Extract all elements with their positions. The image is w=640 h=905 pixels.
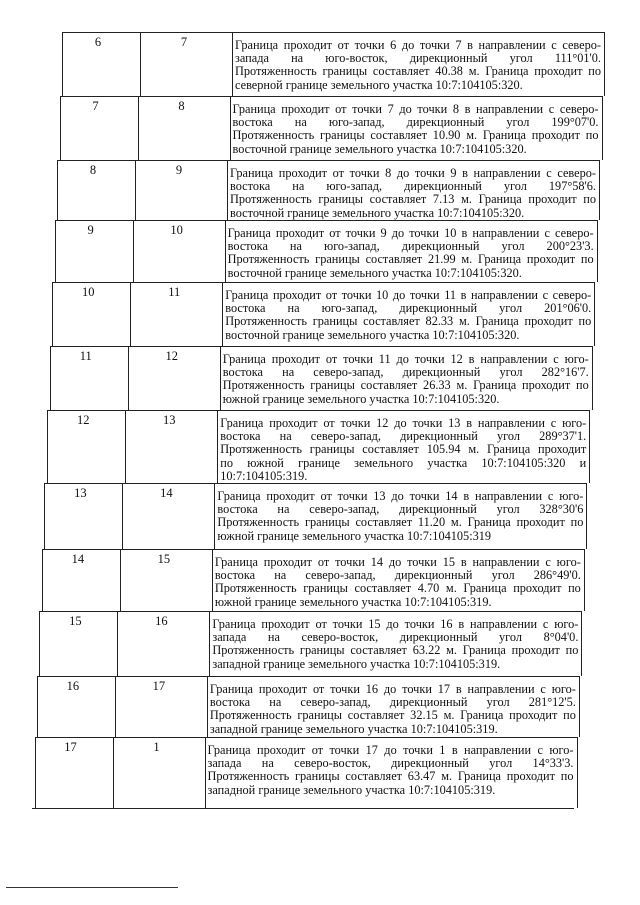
description-line: востока на северо-запад, дирекционный угол 286°49'0. [214, 568, 581, 583]
table-column-rule [220, 346, 221, 410]
boundary-description [223, 353, 589, 406]
point-from-cell: 11 [79, 349, 92, 363]
boundary-description [210, 683, 576, 736]
description-line: востока на северо-запад, дирекционный угол 281°12'5. [209, 695, 576, 710]
table-row-rule [55, 220, 597, 221]
description-line: Протяженность границы составляет 63.47 м. Граница проходит по [207, 769, 574, 784]
table-column-rule [214, 483, 215, 549]
table-column-rule [232, 32, 233, 96]
boundary-description [225, 289, 591, 342]
table-column-rule [135, 160, 136, 220]
table-column-rule [130, 282, 131, 346]
table-column-rule [120, 549, 121, 611]
table-row-rule [44, 483, 586, 484]
description-line: Протяженность границы составляет 40.38 м. Граница проходит по [235, 64, 601, 79]
table-column-rule [50, 346, 51, 410]
point-from-cell: 15 [69, 614, 82, 628]
description-line: востока на северо-запад, дирекционный угол 282°16'7. [222, 365, 589, 380]
description-line: Граница проходит от точки 15 до точки 16 в направлении с юго- [212, 617, 579, 631]
table-column-rule [138, 96, 139, 160]
point-from-cell: 6 [94, 35, 102, 49]
table-row-rule [62, 32, 604, 33]
table-column-rule [230, 96, 231, 160]
description-line: южной границе земельного участка 10:7:104105:319 [217, 528, 492, 543]
table-column-rule [579, 676, 580, 737]
point-to-cell: 17 [152, 679, 166, 693]
boundary-description [230, 167, 596, 220]
table-column-rule [227, 160, 228, 220]
point-from-cell: 10 [82, 285, 95, 299]
description-line: Граница проходит от точки 9 до точки 10 в направлении с северо- [227, 226, 594, 240]
point-from-cell: 14 [71, 552, 85, 566]
description-line: 10:7:104105:319. [220, 468, 308, 483]
description-line: Граница проходит от точки 17 до точки 1 в направлении с юго- [207, 743, 574, 757]
table-column-rule [205, 737, 206, 808]
table-row-rule [35, 737, 577, 738]
point-to-cell: 15 [157, 552, 171, 566]
point-from-cell: 16 [66, 679, 80, 693]
point-to-cell: 13 [163, 413, 176, 427]
description-line: Граница проходит от точки 7 до точки 8 в направлении с северо- [232, 102, 599, 116]
table-column-rule [47, 410, 48, 483]
table-column-rule [586, 483, 587, 549]
boundary-description [215, 556, 581, 609]
description-line: восточной границе земельного участка 10:7:104105:320. [227, 265, 522, 280]
description-line: Протяженность границы составляет 10.90 м. Граница проходит по [232, 128, 599, 143]
description-line: Протяженность границы составляет 11.20 м. Граница проходит по [217, 515, 584, 530]
boundary-description [228, 227, 594, 280]
table-column-rule [212, 549, 213, 611]
point-to-cell: 8 [178, 99, 185, 113]
description-line: западной границе земельного участка 10:7:104105:319. [209, 721, 498, 736]
table-column-rule [52, 282, 53, 346]
table-column-rule [207, 676, 208, 737]
table-column-rule [57, 160, 58, 220]
description-line: востока на северо-запад, дирекционный угол 328°30'6 [217, 502, 584, 517]
table-row-rule [50, 346, 592, 347]
boundary-description [233, 103, 599, 156]
table-column-rule [62, 32, 63, 96]
description-line: Протяженность границы составляет 63.22 м. Граница проходит по [212, 643, 579, 658]
description-line: Протяженность границы составляет 7.13 м. Граница проходит по [230, 192, 596, 207]
description-line: Граница проходит от точки 6 до точки 7 в направлении с северо- [235, 38, 601, 52]
table-column-rule [592, 346, 593, 410]
table-column-rule [39, 611, 40, 676]
description-line: запада на северо-восток, дирекционный угол 14°33'3. [207, 756, 574, 771]
table-column-rule [594, 282, 595, 346]
boundary-description [217, 490, 583, 543]
description-line: Протяженность границы составляет 4.70 м. Граница проходит по [214, 581, 581, 596]
point-to-cell: 14 [160, 486, 173, 500]
table-column-rule [117, 611, 118, 676]
description-line: Граница проходит от точки 8 до точки 9 в направлении с северо- [230, 166, 596, 180]
table-column-rule [140, 32, 141, 96]
table-row-rule [60, 96, 602, 97]
table-column-rule [589, 410, 590, 483]
description-line: Протяженность границы составляет 32.15 м. Граница проходит по [209, 708, 576, 723]
table-column-rule [60, 96, 61, 160]
description-line: восточной границе земельного участка 10:7:104105:320. [225, 327, 520, 342]
description-line: Граница проходит от точки 14 до точки 15 в направлении с юго- [214, 555, 581, 569]
point-to-cell: 7 [180, 35, 188, 49]
table-column-rule [55, 220, 56, 282]
description-line: восточной границе земельного участка 10:7:104105:320. [232, 141, 527, 156]
table-column-rule [113, 737, 114, 808]
point-from-cell: 9 [87, 223, 94, 237]
description-line: Граница проходит от точки 16 до точки 17 в направлении с юго- [209, 682, 576, 696]
description-line: Граница проходит от точки 10 до точки 11 в направлении с северо- [225, 288, 592, 302]
table-row-rule [39, 611, 581, 612]
description-line: Протяженность границы составляет 26.33 м. Граница проходит по [222, 378, 589, 393]
table-column-rule [577, 737, 578, 808]
footnote-rule [6, 887, 178, 888]
description-line: востока на северо-запад, дирекционный угол 289°37'1. [220, 429, 587, 444]
description-line: южной границе земельного участка 10:7:104105:320. [222, 391, 500, 406]
table-column-rule [602, 96, 603, 160]
point-from-cell: 12 [77, 413, 90, 427]
table-column-rule [599, 160, 600, 220]
description-line: запада на юго-восток, дирекционный угол 111°01'0. [235, 51, 601, 66]
point-from-cell: 7 [92, 99, 99, 113]
table-column-rule [133, 220, 134, 282]
boundary-description [208, 744, 574, 797]
table-row-rule [37, 676, 579, 677]
description-line: Граница проходит от точки 12 до точки 13 в направлении с юго- [220, 416, 587, 430]
table-column-rule [225, 220, 226, 282]
table-column-rule [128, 346, 129, 410]
point-from-cell: 8 [89, 163, 97, 177]
table-column-rule [35, 737, 36, 808]
description-line: западной границе земельного участка 10:7:104105:319. [207, 782, 496, 797]
boundary-description [220, 417, 586, 483]
table-column-rule [597, 220, 598, 282]
point-to-cell: 9 [175, 163, 183, 177]
table-column-rule [217, 410, 218, 483]
point-to-cell: 10 [170, 223, 183, 237]
table-column-rule [37, 676, 38, 737]
description-line: восточной границе земельного участка 10:7:104105:320. [230, 205, 525, 220]
description-line: по южной границе земельного участка 10:7:104105:320 и [220, 455, 587, 470]
table-column-rule [604, 32, 605, 96]
point-from-cell: 17 [64, 740, 77, 754]
description-line: южной границе земельного участка 10:7:104105:319. [214, 594, 492, 609]
point-to-cell: 12 [165, 349, 178, 363]
description-line: запада на северо-восток, дирекционный угол 8°04'0. [212, 630, 579, 645]
description-line: востока на юго-запад, дирекционный угол 201°06'0. [225, 301, 592, 316]
description-line: Протяженность границы составляет 82.33 м. Граница проходит по [225, 314, 592, 329]
table-column-rule [42, 549, 43, 611]
table-column-rule [209, 611, 210, 676]
description-line: Граница проходит от точки 13 до точки 14 в направлении с юго- [217, 489, 584, 503]
boundary-description [235, 39, 601, 92]
table-column-rule [581, 611, 582, 676]
point-to-cell: 11 [168, 285, 181, 299]
table-column-rule [125, 410, 126, 483]
table-column-rule [222, 282, 223, 346]
description-line: Протяженность границы составляет 21.99 м. Граница проходит по [227, 252, 594, 267]
description-line: востока на юго-запад, дирекционный угол 200°23'3. [227, 239, 594, 254]
table-row-rule [42, 549, 584, 550]
point-to-cell: 1 [153, 740, 160, 754]
description-line: востока на юго-запад, дирекционный угол 199°07'0. [232, 115, 599, 130]
description-line: Граница проходит от точки 11 до точки 12 в направлении с юго- [222, 352, 589, 366]
table-row-rule [47, 410, 589, 411]
table-row-rule [32, 808, 574, 809]
description-line: востока на юго-запад, дирекционный угол 197°58'6. [230, 179, 596, 194]
table-row-rule [52, 282, 594, 283]
table-column-rule [115, 676, 116, 737]
description-line: западной границе земельного участка 10:7:104105:319. [212, 656, 501, 671]
table-row-rule [57, 160, 599, 161]
table-column-rule [44, 483, 45, 549]
point-to-cell: 16 [155, 614, 168, 628]
point-from-cell: 13 [74, 486, 87, 500]
description-line: северной границе земельного участка 10:7:104105:320. [235, 77, 523, 92]
boundary-description [212, 618, 578, 671]
table-column-rule [584, 549, 585, 611]
description-line: Протяженность границы составляет 105.94 м. Граница проходит [220, 442, 587, 457]
table-column-rule [122, 483, 123, 549]
